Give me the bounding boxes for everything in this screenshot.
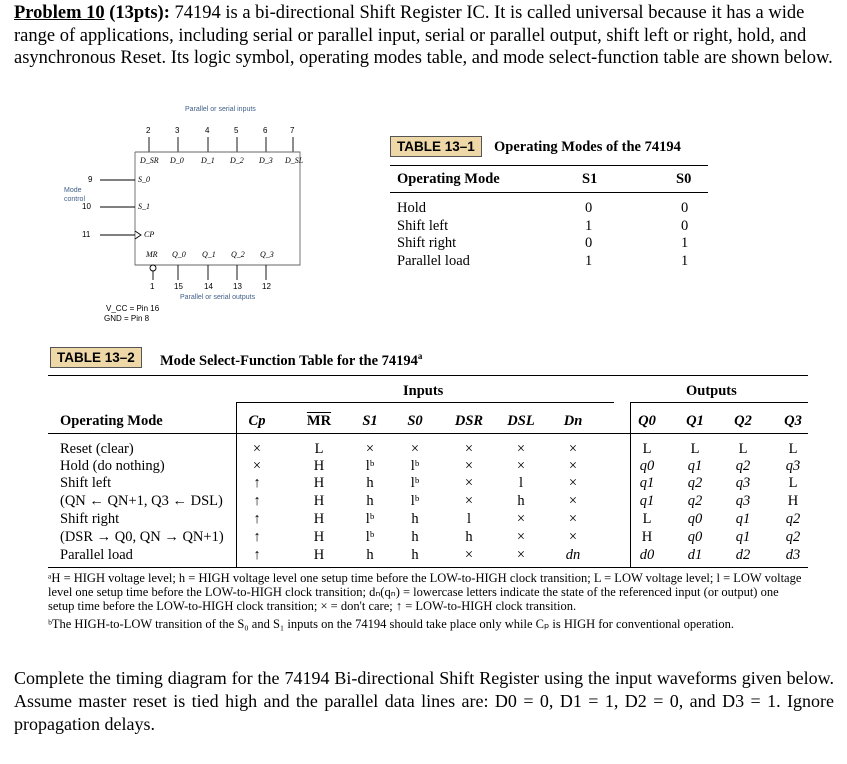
cell: lᵇ	[365, 511, 375, 527]
table2-header-dn: Dn	[563, 413, 583, 429]
cell: ×	[365, 441, 375, 457]
bottom-pin: 13	[233, 282, 242, 291]
cell: d0	[639, 547, 655, 563]
bottom-pin: 14	[204, 282, 213, 291]
mr-signal: MR	[146, 250, 158, 259]
cell: h	[366, 493, 374, 509]
table2-mode: Shift left	[60, 475, 112, 491]
cell: q3	[735, 493, 751, 509]
table2-row-4	[48, 511, 808, 529]
cell: h	[517, 493, 525, 509]
table2-header-dsl: DSL	[507, 413, 535, 429]
cp-signal: CP	[144, 230, 155, 239]
cell: ↑	[253, 511, 261, 527]
cell: ×	[568, 475, 578, 491]
cell: l	[466, 511, 472, 527]
cell: h	[411, 511, 419, 527]
cell: L	[314, 441, 324, 457]
cell: ↑	[253, 547, 261, 563]
cell: lᵇ	[410, 475, 420, 491]
footnote-b: ᵇThe HIGH-to-LOW transition of the S₀ and S₁ inputs on the 74194 should take place only while Cₚ is HIGH for conventional operation.	[48, 617, 734, 631]
cell: L	[738, 441, 748, 457]
cell: ×	[410, 441, 420, 457]
cell: q3	[785, 458, 801, 474]
cell: ×	[464, 475, 474, 491]
table2-mode: (DSR → Q0, QN → QN+1)	[60, 529, 224, 545]
problem-label: Problem 10	[14, 3, 105, 23]
cell: d3	[785, 547, 801, 563]
q1-signal: Q_1	[202, 250, 216, 259]
table2-header-q0: Q0	[638, 413, 656, 429]
s1-signal: S_1	[138, 202, 150, 211]
table2-row-2	[48, 475, 808, 493]
cell: q0	[687, 511, 703, 527]
cell: ×	[252, 441, 262, 457]
cell: ×	[464, 441, 474, 457]
left-pin: 9	[88, 175, 93, 184]
cell: h	[366, 547, 374, 563]
cell: H	[787, 493, 799, 509]
table1-s0: 1	[681, 235, 689, 251]
q2-signal: Q_2	[231, 250, 245, 259]
table1-s0: 0	[681, 200, 689, 216]
cell: d2	[735, 547, 751, 563]
cell: ×	[568, 441, 578, 457]
cell: q3	[735, 475, 751, 491]
table2-mode: Reset (clear)	[60, 441, 134, 457]
table1-s1: 0	[585, 200, 593, 216]
outputs-label: Outputs	[686, 383, 737, 399]
table2-mode: (QN ← QN+1, Q3 ← DSL)	[60, 493, 223, 509]
cell: q1	[687, 458, 703, 474]
cell: q2	[785, 511, 801, 527]
problem-intro	[14, 2, 834, 70]
cell: L	[788, 475, 798, 491]
q3-signal: Q_3	[260, 250, 274, 259]
cell: q2	[687, 493, 703, 509]
cell: q2	[735, 458, 751, 474]
left-pin: 11	[82, 230, 91, 239]
table2-header-q3: Q3	[784, 413, 802, 429]
cell: H	[313, 458, 325, 474]
cell: dn	[565, 547, 581, 563]
top-pin: 2	[146, 126, 151, 135]
table2-header-q2: Q2	[734, 413, 752, 429]
cell: ×	[464, 458, 474, 474]
table1-mode: Parallel load	[397, 253, 470, 269]
table1-s0: 0	[681, 218, 689, 234]
table-13-1	[390, 136, 708, 276]
cell: lᵇ	[365, 458, 375, 474]
cell: H	[313, 529, 325, 545]
bottom-pin: 12	[262, 282, 271, 291]
d0-signal: D_0	[170, 156, 184, 165]
table2-header-q1: Q1	[686, 413, 704, 429]
table2-label: TABLE 13–2	[50, 347, 142, 368]
table1-header-s1: S1	[582, 171, 598, 187]
cell: L	[642, 441, 652, 457]
cell: ×	[516, 511, 526, 527]
dsr-signal: D_SR	[140, 156, 159, 165]
cell: q2	[785, 529, 801, 545]
bottom-pin: 15	[174, 282, 183, 291]
top-pin: 3	[175, 126, 180, 135]
table2-mode: Shift right	[60, 511, 120, 527]
cell: ×	[568, 458, 578, 474]
cell: ×	[464, 493, 474, 509]
table2-header-s1: S1	[362, 413, 378, 429]
gnd-label: GND = Pin 8	[104, 314, 150, 323]
d1-signal: D_1	[201, 156, 215, 165]
table1-s0: 1	[681, 253, 689, 269]
cell: q1	[735, 529, 751, 545]
cell: H	[313, 493, 325, 509]
table1-label: TABLE 13–1	[390, 136, 482, 157]
parallel-outputs-label: Parallel or serial outputs	[180, 294, 256, 301]
cell: ×	[516, 529, 526, 545]
problem-points: (13pts):	[109, 3, 170, 23]
top-pin: 5	[234, 126, 239, 135]
table2-row-3	[48, 493, 808, 511]
cell: lᵇ	[410, 458, 420, 474]
cell: lᵇ	[365, 529, 375, 545]
table1-s1: 1	[585, 218, 593, 234]
table1-mode: Shift right	[397, 235, 457, 251]
mode-control-label: Mode control	[64, 187, 86, 203]
left-pin: 10	[82, 202, 91, 211]
table2-header-mode: Operating Mode	[60, 413, 163, 429]
table2-row-5	[48, 529, 808, 547]
cell: q1	[639, 493, 655, 509]
q0-signal: Q_0	[172, 250, 186, 259]
table-13-2	[48, 347, 808, 642]
cell: ↑	[253, 493, 261, 509]
d2-signal: D_2	[230, 156, 244, 165]
cell: ↑	[253, 529, 261, 545]
table1-title: Operating Modes of the 74194	[494, 139, 681, 155]
cell: h	[411, 547, 419, 563]
cell: d1	[687, 547, 703, 563]
table2-header-cp: Cp	[248, 413, 266, 429]
cell: q2	[687, 475, 703, 491]
cell: q0	[639, 458, 655, 474]
cell: ×	[568, 493, 578, 509]
cell: ×	[516, 458, 526, 474]
cell: l	[518, 475, 524, 491]
cell: h	[465, 529, 473, 545]
cell: L	[642, 511, 652, 527]
cell: lᵇ	[410, 493, 420, 509]
table1-header-s0: S0	[676, 171, 692, 187]
table2-row-1	[48, 458, 808, 476]
table1-mode: Shift left	[397, 218, 449, 234]
top-pin: 7	[290, 126, 295, 135]
cell: ×	[568, 529, 578, 545]
table2-mode: Hold (do nothing)	[60, 458, 165, 474]
top-pin: 4	[205, 126, 210, 135]
top-pin: 6	[263, 126, 268, 135]
problem-text: 74194 is a bi-directional Shift Register IC. It is called universal because it has a wide range of applications, including serial or parallel input, serial or parallel output, shift left or right, hold, and asynchronous Reset. Its logic symbol, operating modes table, and mode select-function table are shown below.	[14, 3, 833, 68]
cell: q1	[639, 475, 655, 491]
table2-row-0	[48, 441, 808, 459]
cell: q1	[735, 511, 751, 527]
cell: H	[313, 511, 325, 527]
dsl-signal: D_SL	[285, 156, 304, 165]
bottom-pin: 1	[150, 282, 155, 291]
cell: h	[411, 529, 419, 545]
cell: ↑	[253, 475, 261, 491]
cell: H	[641, 529, 653, 545]
table1-header-mode: Operating Mode	[397, 171, 500, 187]
logic-symbol	[60, 100, 340, 330]
parallel-inputs-label: Parallel or serial inputs	[185, 106, 256, 113]
vcc-label: V_CC = Pin 16	[106, 304, 160, 313]
cell: H	[313, 547, 325, 563]
d3-signal: D_3	[259, 156, 273, 165]
timing-diagram-instructions: Complete the timing diagram for the 74194 Bi-directional Shift Register using the input waveforms given below. Assume master reset is tied high and the parallel data lines are: D0 = 0, D1 = 1, D2 = 0, and D3 = 1. Ignore propagation delays.	[14, 668, 834, 734]
s0-signal: S_0	[138, 175, 150, 184]
table2-header-s0: S0	[407, 413, 423, 429]
cell: L	[690, 441, 700, 457]
cell: ×	[516, 547, 526, 563]
table2-header-dsr: DSR	[454, 413, 484, 429]
table1-s1: 1	[585, 253, 593, 269]
table1-s1: 0	[585, 235, 593, 251]
cell: q0	[687, 529, 703, 545]
cell: ×	[516, 441, 526, 457]
cell: ×	[464, 547, 474, 563]
cell: L	[788, 441, 798, 457]
table2-row-6	[48, 547, 808, 565]
cell: ×	[252, 458, 262, 474]
cell: H	[313, 475, 325, 491]
inputs-label: Inputs	[403, 383, 444, 399]
cell: ×	[568, 511, 578, 527]
footnote-a: ᵃH = HIGH voltage level; h = HIGH voltage level one setup time before the LOW-to-HIGH clock transition; L = LOW voltage level; l = LOW voltage level one setup time before the LOW-to-HIGH clock transition; dₙ(qₙ) = lowercase letters indicate the state of the referenced input (or output) one setup time before the LOW-to-HIGH clock transition; × = don't care; ↑ = LOW-to-HIGH clock transition.	[48, 571, 802, 613]
table2-mode: Parallel load	[60, 547, 133, 563]
table2-title: Mode Select-Function Table for the 74194$^a$	[160, 351, 423, 369]
table1-mode: Hold	[397, 200, 426, 216]
cell: h	[366, 475, 374, 491]
table2-header-mr: $\overline{MR}$	[306, 413, 332, 429]
